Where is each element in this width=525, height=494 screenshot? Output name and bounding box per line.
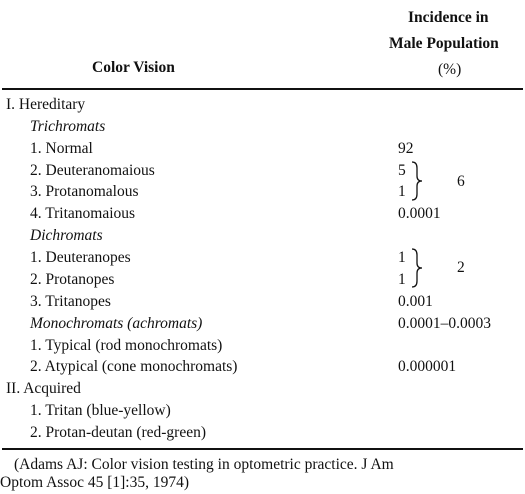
row-tritanomaious-label: 4. Tritanomaious	[30, 205, 136, 222]
group-dichromats: Dichromats	[30, 227, 103, 244]
row-deuteranomaious-value: 5	[398, 162, 406, 179]
section-hereditary: I. Hereditary	[6, 96, 86, 113]
row-tritanopes-value: 0.001	[398, 293, 433, 310]
row-protan-deutan-label: 2. Protan-deutan (red-green)	[30, 424, 207, 441]
row-tritan-label: 1. Tritan (blue-yellow)	[30, 402, 171, 419]
group-trichromats: Trichromats	[30, 118, 106, 135]
row-normal-value: 92	[398, 140, 414, 157]
group-monochromats-title: Monochromats	[30, 315, 124, 332]
row-protanomalous-label: 3. Protanomalous	[30, 183, 139, 200]
group-monochromats-subtitle: (achromats)	[127, 315, 203, 332]
caption-line2: Optom Assoc 45 [1]:35, 1974)	[0, 474, 190, 491]
row-protanopes-label: 2. Protanopes	[30, 271, 115, 288]
column-header-incidence-line1: Incidence in	[408, 9, 489, 26]
group-monochromats	[30, 315, 202, 333]
header-rule	[2, 88, 523, 90]
row-protanomalous-value: 1	[398, 183, 406, 200]
footer-rule	[2, 448, 523, 450]
brace-anopes-icon	[410, 247, 424, 289]
row-deuteranomaious-label: 2. Deuteranomaious	[30, 162, 155, 179]
row-atypical-label: 2. Atypical (cone monochromats)	[30, 358, 238, 375]
row-deuteranopes-value: 1	[398, 249, 406, 266]
column-header-percent: (%)	[438, 61, 462, 78]
row-protanopes-value: 1	[398, 271, 406, 288]
caption-line1: (Adams AJ: Color vision testing in optometric practice. J Am	[14, 456, 394, 473]
brace-anomalous-icon	[410, 160, 424, 202]
column-header-color-vision: Color Vision	[92, 59, 175, 76]
column-header-incidence-line2: Male Population	[389, 35, 499, 52]
row-monochromats-value: 0.0001–0.0003	[398, 315, 491, 332]
row-normal-label: 1. Normal	[30, 140, 93, 157]
row-tritanopes-label: 3. Tritanopes	[30, 293, 111, 310]
group-anopes-total: 2	[457, 259, 465, 276]
row-typical-label: 1. Typical (rod monochromats)	[30, 337, 223, 354]
row-tritanomaious-value: 0.0001	[398, 205, 441, 222]
row-deuteranopes-label: 1. Deuteranopes	[30, 249, 131, 266]
group-anomalous-total: 6	[457, 173, 465, 190]
section-acquired: II. Acquired	[6, 380, 81, 397]
row-atypical-value: 0.000001	[398, 358, 457, 375]
